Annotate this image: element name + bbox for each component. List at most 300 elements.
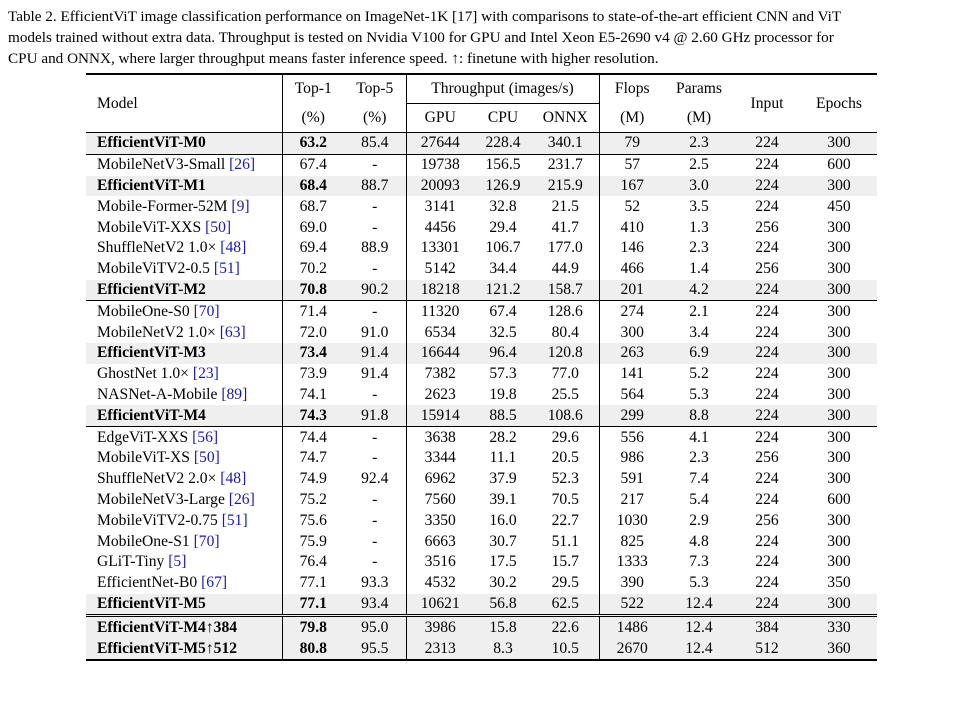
- onnx-cell: 20.5: [551, 449, 579, 467]
- cpu-cell: 88.5: [474, 405, 532, 426]
- input-cell: 224: [755, 490, 779, 508]
- epochs-cell: 600: [827, 490, 851, 508]
- cpu-cell: 28.2: [474, 427, 532, 448]
- top1-cell: 70.2: [282, 259, 344, 280]
- model-name-cell: [86, 364, 282, 385]
- flops-cell: 564: [599, 385, 665, 406]
- model-name: MobileViT-XXS: [97, 218, 202, 236]
- params-cell: 3.0: [665, 176, 733, 197]
- params-cell: 4.2: [665, 280, 733, 301]
- top1-cell: 69.0: [282, 217, 344, 238]
- params-cell: 2.9: [689, 511, 709, 529]
- header-input: Input: [733, 74, 801, 133]
- gpu-cell: 7560: [406, 490, 474, 511]
- table-row: [86, 427, 877, 448]
- cpu-cell: 67.4: [474, 301, 532, 322]
- table-row: [86, 616, 877, 638]
- flops-cell: 274: [599, 301, 665, 322]
- gpu-cell: 5142: [406, 259, 474, 280]
- epochs-cell: 300: [827, 218, 851, 236]
- input-cell: 224: [733, 154, 801, 175]
- onnx-cell: 340.1: [532, 133, 599, 155]
- epochs-cell: 300: [827, 470, 851, 488]
- header-flops: Flops: [599, 74, 665, 104]
- citation-link[interactable]: [26]: [229, 156, 256, 174]
- table-row: [86, 490, 877, 511]
- flops-cell: 825: [599, 531, 665, 552]
- input-cell: 224: [733, 301, 801, 322]
- onnx-cell: 128.6: [532, 301, 599, 322]
- onnx-cell: 44.9: [551, 260, 579, 278]
- params-cell: 6.9: [665, 343, 733, 364]
- top5-cell: 91.8: [344, 405, 406, 426]
- gpu-cell: 20093: [406, 176, 474, 197]
- params-cell: 2.3: [689, 239, 709, 257]
- model-name: EfficientViT-M4: [97, 406, 206, 424]
- top5-cell: -: [372, 197, 378, 215]
- params-cell: 7.3: [689, 553, 709, 571]
- citation-link[interactable]: [89]: [221, 385, 248, 403]
- citation-link[interactable]: [26]: [228, 490, 255, 508]
- cpu-cell: 121.2: [474, 280, 532, 301]
- onnx-cell: 158.7: [532, 280, 599, 301]
- epochs-cell: 300: [801, 280, 877, 301]
- flops-cell: 217: [599, 490, 665, 511]
- top5-cell: 95.5: [344, 638, 406, 660]
- top1-cell: 76.4: [282, 552, 344, 573]
- top5-cell: 91.4: [344, 343, 406, 364]
- citation-link[interactable]: [9]: [231, 197, 250, 215]
- input-cell: 256: [755, 449, 779, 467]
- input-cell: 256: [755, 260, 779, 278]
- model-name: EfficientViT-M5: [97, 594, 206, 612]
- params-cell: 8.8: [665, 405, 733, 426]
- model-name-cell: [86, 176, 282, 197]
- table-row: [86, 573, 877, 594]
- onnx-cell: 70.5: [551, 490, 579, 508]
- model-name-cell: [86, 573, 282, 594]
- epochs-cell: 350: [827, 574, 851, 592]
- epochs-cell: 360: [801, 638, 877, 660]
- params-cell: 2.3: [665, 133, 733, 155]
- flops-cell: 1030: [599, 510, 665, 531]
- input-cell: 224: [755, 365, 779, 383]
- model-name-cell: [86, 343, 282, 364]
- gpu-cell: 10621: [406, 594, 474, 616]
- model-name: MobileNetV3-Large: [97, 490, 225, 508]
- top1-cell: 77.1: [282, 573, 344, 594]
- top5-cell: 88.7: [344, 176, 406, 197]
- input-cell: 224: [755, 239, 779, 257]
- onnx-cell: 62.5: [532, 594, 599, 616]
- model-name-cell: [86, 469, 282, 490]
- table-row: [86, 176, 877, 197]
- model-name-cell: [86, 301, 282, 322]
- input-cell: 512: [733, 638, 801, 660]
- onnx-cell: 108.6: [532, 405, 599, 426]
- citation-link[interactable]: [63]: [219, 323, 246, 341]
- input-cell: 224: [755, 470, 779, 488]
- model-name: MobileViTV2-0.5: [97, 260, 210, 278]
- top1-cell: 80.8: [282, 638, 344, 660]
- params-cell: 1.4: [689, 260, 709, 278]
- header-top1-unit: (%): [282, 104, 344, 133]
- model-name-cell: [86, 405, 282, 426]
- table-header: [86, 74, 877, 133]
- model-name: EfficientNet-B0: [97, 574, 198, 592]
- model-name: MobileViT-XS: [97, 449, 190, 467]
- citation-link[interactable]: [67]: [201, 574, 228, 592]
- epochs-cell: 300: [801, 427, 877, 448]
- model-name: MobileViTV2-0.75: [97, 511, 218, 529]
- cpu-cell: 126.9: [474, 176, 532, 197]
- top5-cell: -: [344, 427, 406, 448]
- params-cell: 4.1: [665, 427, 733, 448]
- model-name-cell: [86, 552, 282, 573]
- top5-cell: 90.2: [344, 280, 406, 301]
- cpu-cell: 8.3: [474, 638, 532, 660]
- gpu-cell: 11320: [406, 301, 474, 322]
- cpu-cell: 96.4: [474, 343, 532, 364]
- params-cell: 12.4: [665, 594, 733, 616]
- header-top1: Top-1: [282, 74, 344, 104]
- params-cell: 5.3: [689, 574, 709, 592]
- input-cell: 224: [733, 176, 801, 197]
- gpu-cell: 15914: [406, 405, 474, 426]
- gpu-cell: 16644: [406, 343, 474, 364]
- top1-cell: 70.8: [282, 280, 344, 301]
- onnx-cell: 22.6: [532, 616, 599, 638]
- gpu-cell: 27644: [406, 133, 474, 155]
- model-name: MobileOne-S1: [97, 532, 190, 550]
- cpu-cell: 156.5: [474, 154, 532, 175]
- onnx-cell: 215.9: [532, 176, 599, 197]
- flops-cell: 141: [599, 364, 665, 385]
- gpu-cell: 6663: [406, 531, 474, 552]
- flops-cell: 300: [599, 322, 665, 343]
- table-row: [86, 322, 877, 343]
- top5-cell: -: [344, 301, 406, 322]
- model-name: EfficientViT-M5↑512: [97, 639, 238, 657]
- cpu-cell: 32.5: [489, 323, 517, 341]
- gpu-cell: 3141: [406, 196, 474, 217]
- top1-cell: 67.4: [282, 154, 344, 175]
- input-cell: 224: [733, 280, 801, 301]
- epochs-cell: 600: [801, 154, 877, 175]
- model-name: ShuffleNetV2 1.0×: [97, 239, 217, 257]
- cpu-cell: 32.8: [489, 197, 517, 215]
- model-name: EdgeViT-XXS: [97, 428, 189, 446]
- model-name: EfficientViT-M4↑384: [97, 618, 238, 636]
- results-table: [86, 73, 877, 661]
- table-row: [86, 531, 877, 552]
- flops-cell: 146: [599, 238, 665, 259]
- model-name: GhostNet 1.0×: [97, 365, 189, 383]
- gpu-cell: 2313: [406, 638, 474, 660]
- gpu-cell: 3986: [406, 616, 474, 638]
- model-name: ShuffleNetV2 2.0×: [97, 470, 217, 488]
- top1-cell: 63.2: [282, 133, 344, 155]
- input-cell: 256: [755, 218, 779, 236]
- model-name-cell: [86, 490, 282, 511]
- onnx-cell: 10.5: [532, 638, 599, 660]
- input-cell: 224: [733, 343, 801, 364]
- top5-cell: -: [372, 385, 378, 403]
- flops-cell: 466: [599, 259, 665, 280]
- citation-link[interactable]: [51]: [213, 260, 240, 278]
- top1-cell: 74.1: [282, 385, 344, 406]
- citation-link[interactable]: [70]: [193, 302, 220, 320]
- cpu-cell: 106.7: [485, 239, 521, 257]
- input-cell: 224: [733, 427, 801, 448]
- top5-cell: -: [344, 154, 406, 175]
- top1-cell: 74.9: [282, 469, 344, 490]
- header-onnx: ONNX: [532, 104, 599, 133]
- flops-cell: 1333: [599, 552, 665, 573]
- onnx-cell: 80.4: [551, 323, 579, 341]
- params-cell: 3.4: [689, 323, 709, 341]
- model-name-cell: [86, 427, 282, 448]
- top5-cell: 91.4: [361, 365, 389, 383]
- header-throughput: Throughput (images/s): [406, 74, 599, 104]
- input-cell: 384: [733, 616, 801, 638]
- flops-cell: 1486: [599, 616, 665, 638]
- citation-link[interactable]: [51]: [221, 511, 248, 529]
- params-cell: 12.4: [665, 616, 733, 638]
- gpu-cell: 2623: [406, 385, 474, 406]
- table-row: [86, 364, 877, 385]
- table-row: [86, 510, 877, 531]
- gpu-cell: 3638: [406, 427, 474, 448]
- top1-cell: 77.1: [282, 594, 344, 616]
- input-cell: 256: [755, 511, 779, 529]
- header-gpu: GPU: [406, 104, 474, 133]
- model-name: GLiT-Tiny: [97, 553, 165, 571]
- header-top5: Top-5: [344, 74, 406, 104]
- onnx-cell: 15.7: [551, 553, 579, 571]
- params-cell: 5.4: [689, 490, 709, 508]
- params-cell: 2.5: [665, 154, 733, 175]
- model-name-cell: [86, 259, 282, 280]
- model-name: EfficientViT-M1: [97, 176, 206, 194]
- citation-link[interactable]: [50]: [205, 218, 232, 236]
- model-name-cell: [86, 448, 282, 469]
- top5-cell: -: [372, 553, 378, 571]
- top1-cell: 68.4: [282, 176, 344, 197]
- top5-cell: -: [372, 449, 378, 467]
- table-row: [86, 238, 877, 259]
- header-model: Model: [86, 74, 282, 133]
- params-cell: 12.4: [665, 638, 733, 660]
- table-row: [86, 385, 877, 406]
- epochs-cell: 300: [827, 260, 851, 278]
- table-row: [86, 448, 877, 469]
- model-name-cell: [86, 217, 282, 238]
- gpu-cell: 3344: [406, 448, 474, 469]
- cpu-cell: 15.8: [474, 616, 532, 638]
- flops-cell: 79: [599, 133, 665, 155]
- epochs-cell: 300: [801, 301, 877, 322]
- gpu-cell: 18218: [406, 280, 474, 301]
- cpu-cell: 29.4: [489, 218, 517, 236]
- params-cell: 3.5: [689, 197, 709, 215]
- top1-cell: 75.9: [282, 531, 344, 552]
- model-name-cell: [86, 385, 282, 406]
- epochs-cell: 300: [801, 133, 877, 155]
- header-epochs: Epochs: [801, 74, 877, 133]
- top5-cell: 93.3: [361, 574, 389, 592]
- top1-cell: 72.0: [282, 322, 344, 343]
- input-cell: 224: [733, 594, 801, 616]
- input-cell: 224: [733, 405, 801, 426]
- top5-cell: 92.4: [361, 470, 389, 488]
- epochs-cell: 300: [801, 343, 877, 364]
- table-row: [86, 343, 877, 364]
- onnx-cell: 25.5: [551, 385, 579, 403]
- flops-cell: 52: [599, 196, 665, 217]
- model-name-cell: [86, 616, 282, 638]
- flops-cell: 556: [599, 427, 665, 448]
- flops-cell: 299: [599, 405, 665, 426]
- onnx-cell: 231.7: [532, 154, 599, 175]
- model-name-cell: [86, 531, 282, 552]
- model-name-cell: [86, 510, 282, 531]
- params-cell: 1.3: [689, 218, 709, 236]
- header-params-unit: (M): [686, 108, 712, 126]
- model-name-cell: [86, 154, 282, 175]
- top5-cell: 95.0: [344, 616, 406, 638]
- table-row: [86, 469, 877, 490]
- gpu-cell: 19738: [406, 154, 474, 175]
- flops-cell: 390: [599, 573, 665, 594]
- citation-link[interactable]: [48]: [220, 239, 247, 257]
- top5-cell: 91.0: [361, 323, 389, 341]
- top5-cell: 88.9: [361, 239, 389, 257]
- cpu-cell: 30.2: [489, 574, 517, 592]
- cpu-cell: 30.7: [489, 532, 517, 550]
- input-cell: 224: [755, 532, 779, 550]
- onnx-cell: 21.5: [551, 197, 579, 215]
- citation-link[interactable]: [50]: [193, 449, 220, 467]
- table-row: [86, 196, 877, 217]
- top5-cell: 93.4: [344, 594, 406, 616]
- model-name: EfficientViT-M3: [97, 344, 206, 362]
- caption-line-1: Table 2. EfficientViT image classification performance on ImageNet-1K [17] with comparisons to state-of-the-art efficient CNN and ViT: [8, 8, 842, 25]
- onnx-cell: 41.7: [551, 218, 579, 236]
- epochs-cell: 330: [801, 616, 877, 638]
- params-cell: 7.4: [689, 470, 709, 488]
- header-flops-unit: (M): [599, 104, 665, 133]
- top1-cell: 79.8: [282, 616, 344, 638]
- cpu-cell: 39.1: [489, 490, 517, 508]
- onnx-cell: 120.8: [532, 343, 599, 364]
- onnx-cell: 29.6: [532, 427, 599, 448]
- onnx-cell: 22.7: [551, 511, 579, 529]
- input-cell: 224: [755, 574, 779, 592]
- top1-cell: 73.4: [282, 343, 344, 364]
- top1-cell: 74.4: [282, 427, 344, 448]
- epochs-cell: 300: [827, 449, 851, 467]
- flops-cell: 167: [599, 176, 665, 197]
- gpu-cell: 6534: [406, 322, 474, 343]
- epochs-cell: 300: [827, 511, 851, 529]
- gpu-cell: 4532: [406, 573, 474, 594]
- model-name: EfficientViT-M0: [97, 134, 206, 152]
- citation-link[interactable]: [48]: [220, 470, 247, 488]
- epochs-cell: 300: [827, 553, 851, 571]
- epochs-cell: 300: [827, 385, 851, 403]
- table-row: [86, 638, 877, 660]
- model-name-cell: [86, 638, 282, 660]
- epochs-cell: 300: [827, 323, 851, 341]
- top1-cell: 73.9: [282, 364, 344, 385]
- table-row: [86, 280, 877, 301]
- epochs-cell: 300: [801, 405, 877, 426]
- params-cell: 5.3: [689, 385, 709, 403]
- params-cell: 2.1: [665, 301, 733, 322]
- gpu-cell: 7382: [406, 364, 474, 385]
- input-cell: 224: [755, 197, 779, 215]
- header-top5-unit: (%): [363, 108, 387, 126]
- table-row: [86, 405, 877, 426]
- flops-cell: 410: [599, 217, 665, 238]
- citation-link[interactable]: [23]: [192, 365, 219, 383]
- onnx-cell: 52.3: [551, 470, 579, 488]
- cpu-cell: 19.8: [489, 385, 517, 403]
- top1-cell: 71.4: [282, 301, 344, 322]
- gpu-cell: 6962: [406, 469, 474, 490]
- params-cell: 5.2: [689, 365, 709, 383]
- citation-link[interactable]: [5]: [168, 553, 187, 571]
- epochs-cell: 300: [827, 365, 851, 383]
- model-name-cell: [86, 196, 282, 217]
- top5-cell: -: [372, 511, 378, 529]
- top5-cell: 85.4: [344, 133, 406, 155]
- model-name: MobileNetV2 1.0×: [97, 323, 216, 341]
- gpu-cell: 13301: [406, 238, 474, 259]
- model-name-cell: [86, 322, 282, 343]
- input-cell: 224: [755, 553, 779, 571]
- caption-line-3: CPU and ONNX, where larger throughput means faster inference speed. ↑: finetune with higher resolution.: [8, 50, 659, 67]
- epochs-cell: 450: [827, 197, 851, 215]
- cpu-cell: 11.1: [489, 449, 517, 467]
- table-row: [86, 217, 877, 238]
- model-name-cell: [86, 594, 282, 616]
- cpu-cell: 17.5: [489, 553, 517, 571]
- epochs-cell: 300: [801, 594, 877, 616]
- flops-cell: 201: [599, 280, 665, 301]
- table-row: [86, 259, 877, 280]
- model-name: MobileNetV3-Small: [97, 156, 226, 174]
- flops-cell: 522: [599, 594, 665, 616]
- model-name-cell: [86, 133, 282, 155]
- header-cpu: CPU: [474, 104, 532, 133]
- header-params: Params: [665, 74, 733, 104]
- gpu-cell: 3350: [406, 510, 474, 531]
- table-row: [86, 301, 877, 322]
- flops-cell: 263: [599, 343, 665, 364]
- table-row: [86, 154, 877, 175]
- cpu-cell: 56.8: [474, 594, 532, 616]
- top1-cell: 74.7: [282, 448, 344, 469]
- caption-line-2: models trained without extra data. Throughput is tested on Nvidia V100 for GPU and Intel Xeon E5-2690 v4 @ 2.60 GHz processor for: [8, 29, 834, 46]
- flops-cell: 2670: [599, 638, 665, 660]
- onnx-cell: 51.1: [551, 532, 579, 550]
- citation-link[interactable]: [56]: [192, 428, 219, 446]
- top1-cell: 75.6: [282, 510, 344, 531]
- citation-link[interactable]: [70]: [193, 532, 220, 550]
- epochs-cell: 300: [827, 532, 851, 550]
